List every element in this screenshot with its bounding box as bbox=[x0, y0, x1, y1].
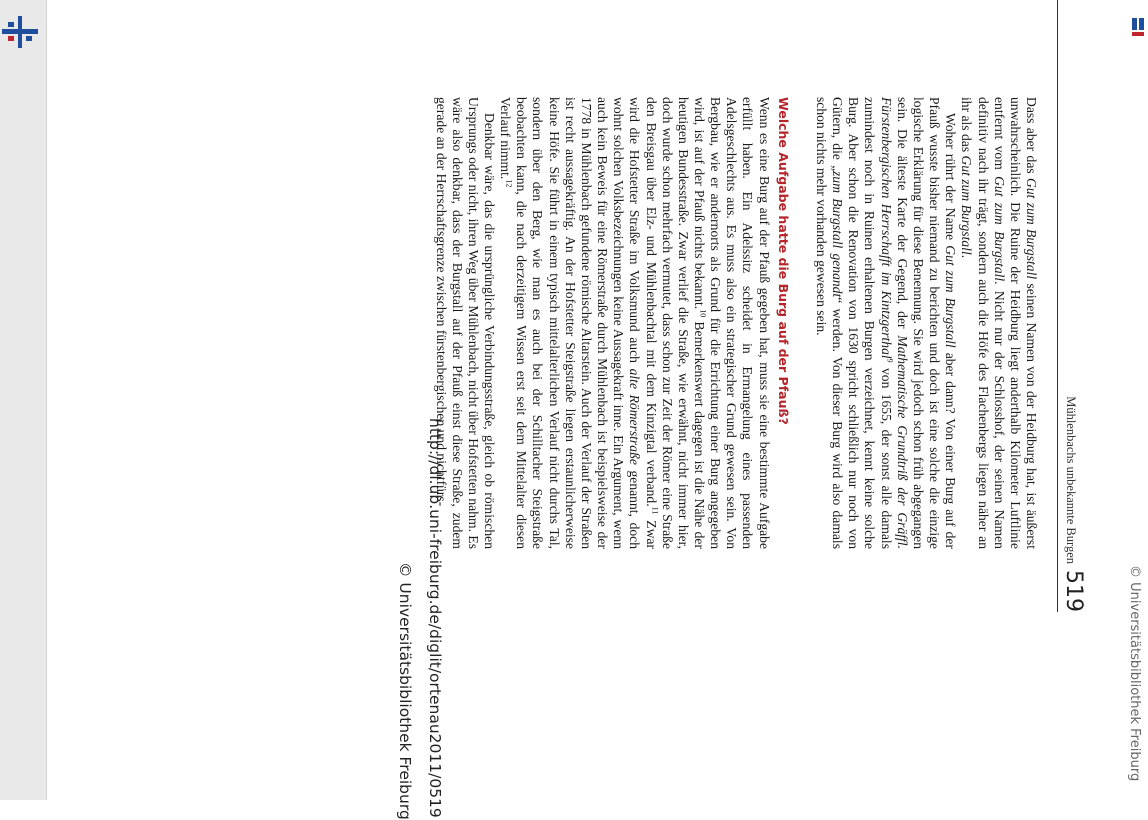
text-span: Wenn es eine Burg auf der Pfauß gegeben hat, muss sie eine bestimmte Aufgabe erfüllt haben. Ein Adelssitz scheidet in Ermangelung eines passenden Adelsgeschlechts aus. Es muss also ein strategischer Grund gewesen sein. Von Bergbau, wie er andernorts als Grund für die Errichtung einer Burg angegeben wird, ist auf der Pfauß nichts bekannt. bbox=[692, 97, 772, 549]
text-span: . bbox=[959, 254, 975, 259]
text-span: Zwar wird die Hofstetter Straße im Volksmund auch bbox=[627, 97, 659, 549]
italic-span: Gut zum Burgstall bbox=[959, 155, 975, 255]
clipped-copyright-note: © Universitätsbibliothek Freiburg bbox=[1127, 565, 1142, 782]
italic-span: alte Römerstraße bbox=[627, 368, 643, 465]
rotated-book-page bbox=[54, 0, 1094, 620]
italic-span: Gut zum Burgstall bbox=[943, 245, 959, 348]
running-title: Mühlenbachs unbekannte Burgen bbox=[1064, 396, 1078, 564]
footnote-ref: 10 bbox=[698, 309, 708, 318]
text-span: Woher rührt der Name bbox=[943, 113, 959, 246]
left-margin-strip bbox=[0, 0, 47, 800]
italic-span: Gut zum Burgstall bbox=[991, 176, 1007, 282]
italic-span: zum Burgstall genandt bbox=[830, 171, 846, 298]
paragraph bbox=[432, 97, 497, 549]
library-logo-fragment-icon bbox=[1132, 18, 1146, 38]
text-span: “ werden. Von dieser Burg wird also damals schon nichts mehr vorhanden gewesen sein. bbox=[813, 97, 846, 549]
text-span: aber dann? Von einer Burg auf der Pfauß wusste bisher niemand zu berichten und doch ist eine solche die einzige logische Erklärung für diese Benennung. Sie wird jedoch schon früh abgegangen sein. Die älteste Karte der Gegend, der bbox=[894, 97, 959, 549]
running-head bbox=[1057, 0, 1086, 612]
paragraph bbox=[813, 97, 958, 549]
italic-span: Gut zum Burgstall bbox=[1024, 178, 1039, 280]
page-number: 519 bbox=[1061, 570, 1086, 612]
footnote-ref: 11 bbox=[650, 506, 660, 515]
source-url: http://dl.ub.uni-freiburg.de/diglit/ortenau2011/0519 bbox=[426, 418, 444, 818]
section-heading: Welche Aufgabe hatte die Burg auf der Pfauß? bbox=[775, 97, 791, 425]
footnote-ref: 9 bbox=[885, 358, 895, 363]
text-span: genannt, doch wohnt solchen Volksbezeichnungen keine Aussagekraft inne. Ein Argument, wenn auch kein Beweis für eine Römerstraße durch Mühlenbach ist beispielsweise der 1778 in Mühlenbach gefundene römische Altarstein. Auch der Verlauf der Straßen ist recht aussagekräftig. An der Hofstetter Steigstraße liegen erstaunlicherweise keine Höfe. Sie führt in einem typisch mittelalterlichen Verlauf nicht durchs Tal, sondern über den Berg, wie man es auch bei der Schilltacher Steigstraße beobachten kann, die nach derzeitigem Wissen erst seit dem Mittelalter diesen Verlauf nimmt. bbox=[498, 97, 643, 550]
footnote-ref: 12 bbox=[504, 179, 514, 188]
library-logo-icon bbox=[2, 16, 38, 48]
body-text bbox=[432, 97, 1039, 549]
paragraph bbox=[497, 97, 772, 549]
text-span: von 1655, der sonst alle damals zumindest noch in Ruinen erhaltenen Burgen verzeichnet, kennt keine solche Burg. Aber schon die Renovation von 1630 spricht schließlich nur noch von Gütern, die „ bbox=[830, 97, 894, 549]
copyright-note: © Universitätsbibliothek Freiburg bbox=[396, 562, 414, 820]
text-span: Denkbar wäre, das die ursprüngliche Verbindungsstraße, gleich ob römischen Ursprungs oder nicht, ihren Weg über Mühlenbach, nicht über Hofstetten nahm. Es wäre also denkbar, dass der Burgstall auf der Pfauß einst diese Straße, zudem gerade an der Herrschaftsgrenze zwischen fürstenbergischen und nichtfürs- bbox=[433, 97, 497, 549]
text-span: Dass aber das bbox=[1024, 97, 1039, 179]
italic-span: Mathematische Grundtriß der Gräffl. Fürstenbergischen Herrschafft im Kintzgerthal bbox=[878, 97, 910, 549]
text-span: Bemerkenswert dagegen ist die Nähe der heutigen Bundesstraße. Zwar verlief die Straße, wie erwähnt, nicht immer hier, doch wurde schon mehrfach vermutet, dass schon zur Zeit der Römer eine Straße den Breisgau über Elz- und Mühlenbachtal mit dem Kinzigtal verband. bbox=[643, 97, 708, 549]
paragraph bbox=[958, 97, 1039, 549]
text-span: . Nicht nur der Schlosshof, der seinen Namen definitiv nach ihr trägt, sondern auch die Höfe des Flachenbergs liegen näher an ihr als das bbox=[959, 97, 1007, 549]
text-span: seinen Namen von der Heidburg hat, ist äußerst unwahrscheinlich. Die Ruine der Heidburg liegt anderthalb Kilometer Luftlinie entfernt vom bbox=[991, 97, 1039, 549]
